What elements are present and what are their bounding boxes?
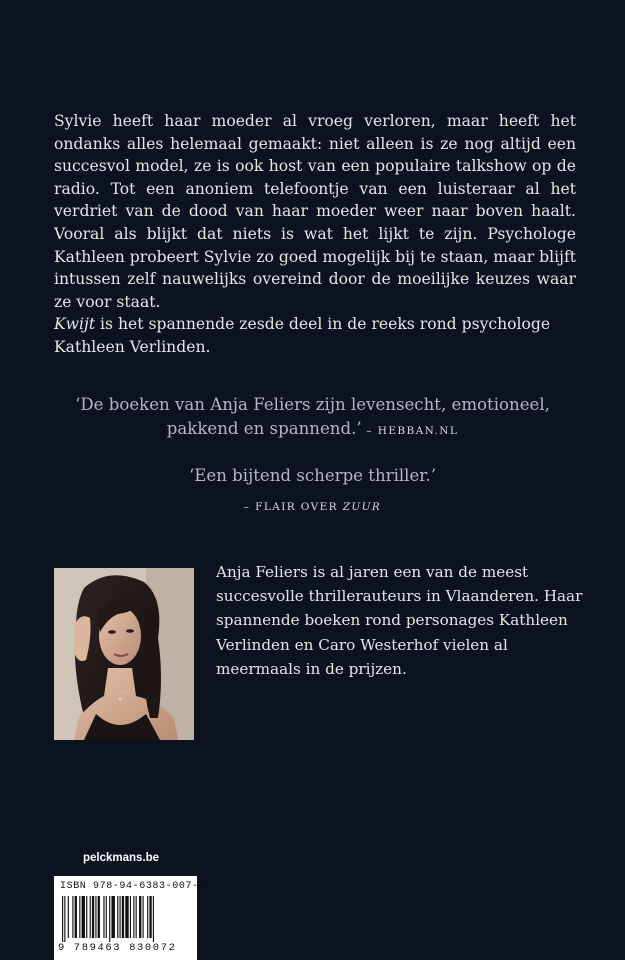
barcode-bar (82, 896, 85, 938)
barcode-bar (62, 896, 63, 942)
barcode-bar (133, 896, 134, 938)
barcode (54, 876, 206, 960)
barcode-bar (139, 896, 141, 938)
series-text: is het spannende zesde deel in de reeks rond psychologe Kathleen Verlinden. (54, 315, 551, 356)
barcode-bar (72, 896, 73, 938)
barcode-bar (98, 896, 100, 938)
review-quote-2-source-title: ZUUR (342, 501, 382, 513)
review-quote-2-source (0, 495, 625, 519)
barcode-bar (130, 896, 131, 938)
barcode-bar (95, 896, 96, 938)
back-cover-blurb (54, 110, 576, 359)
barcode-bars (60, 896, 191, 942)
ean-number: 9 789463 830072 (58, 942, 177, 954)
barcode-bar (125, 896, 128, 938)
review-quote-1-line1: ‘De boeken van Anja Feliers zijn levensecht, emotioneel, (75, 395, 550, 414)
barcode-bar (143, 896, 144, 938)
barcode-bar (92, 896, 94, 938)
author-bio (216, 560, 596, 681)
blurb-paragraph: Sylvie heeft haar moeder al vroeg verloren, maar heeft het ondanks alles helemaal gemaakt: niet alleen is ze nog altijd een succesvol model, ze is ook host van een populaire talkshow op de radio. Tot een anoniem telefoontje van een luisteraar al het verdriet van de dood van haar moeder weer naar boven haalt. Vooral als blijkt dat niets is wat het lijkt te zijn. Psychologe Kathleen probeert Sylvie zo goed mogelijk bij te staan, maar blijft intussen zelf nauwelijks overeind door de moeilijke keuzes waar ze voor staat. (54, 112, 576, 311)
series-line (54, 313, 576, 358)
barcode-bar (75, 896, 77, 938)
barcode-bar (153, 896, 154, 942)
barcode-bar (90, 896, 91, 938)
review-quote-1-source: – HEBBAN.NL (361, 425, 459, 437)
barcode-bar (147, 896, 148, 938)
isbn-number: ISBN 978-94-6383-007-2 (60, 881, 206, 892)
review-quote-2-text: ‘Een bijtend scherpe thriller.’ (189, 466, 436, 485)
review-quote-2-source-prefix: – FLAIR OVER (243, 501, 343, 513)
barcode-bar (149, 896, 151, 938)
barcode-bar (136, 896, 137, 938)
barcode-bar (109, 896, 110, 942)
author-bio-text: Anja Feliers is al jaren een van de meest succesvolle thrillerauteurs in Vlaanderen. Haar spannende boeken rond personages Kathleen Verlinden en Caro Westerhof vielen al meermaals in de prijzen. (216, 563, 583, 678)
review-quote-1 (0, 393, 625, 443)
review-quotes (0, 393, 625, 519)
barcode-bar (106, 896, 107, 938)
author-photo (54, 568, 194, 740)
barcode-bar (111, 896, 114, 938)
barcode-bar (86, 896, 87, 938)
barcode-bar (68, 896, 69, 938)
publisher-website: pelckmans.be (83, 852, 160, 864)
barcode-bar (117, 896, 118, 938)
series-title: Kwijt (54, 315, 96, 334)
barcode-bar (103, 896, 104, 938)
barcode-bar (120, 896, 121, 938)
barcode-bar (122, 896, 124, 938)
barcode-bar (64, 896, 65, 942)
review-quote-1-line2: pakkend en spannend.’ (166, 419, 362, 438)
review-quote-2 (0, 464, 625, 519)
barcode-bar (79, 896, 80, 938)
